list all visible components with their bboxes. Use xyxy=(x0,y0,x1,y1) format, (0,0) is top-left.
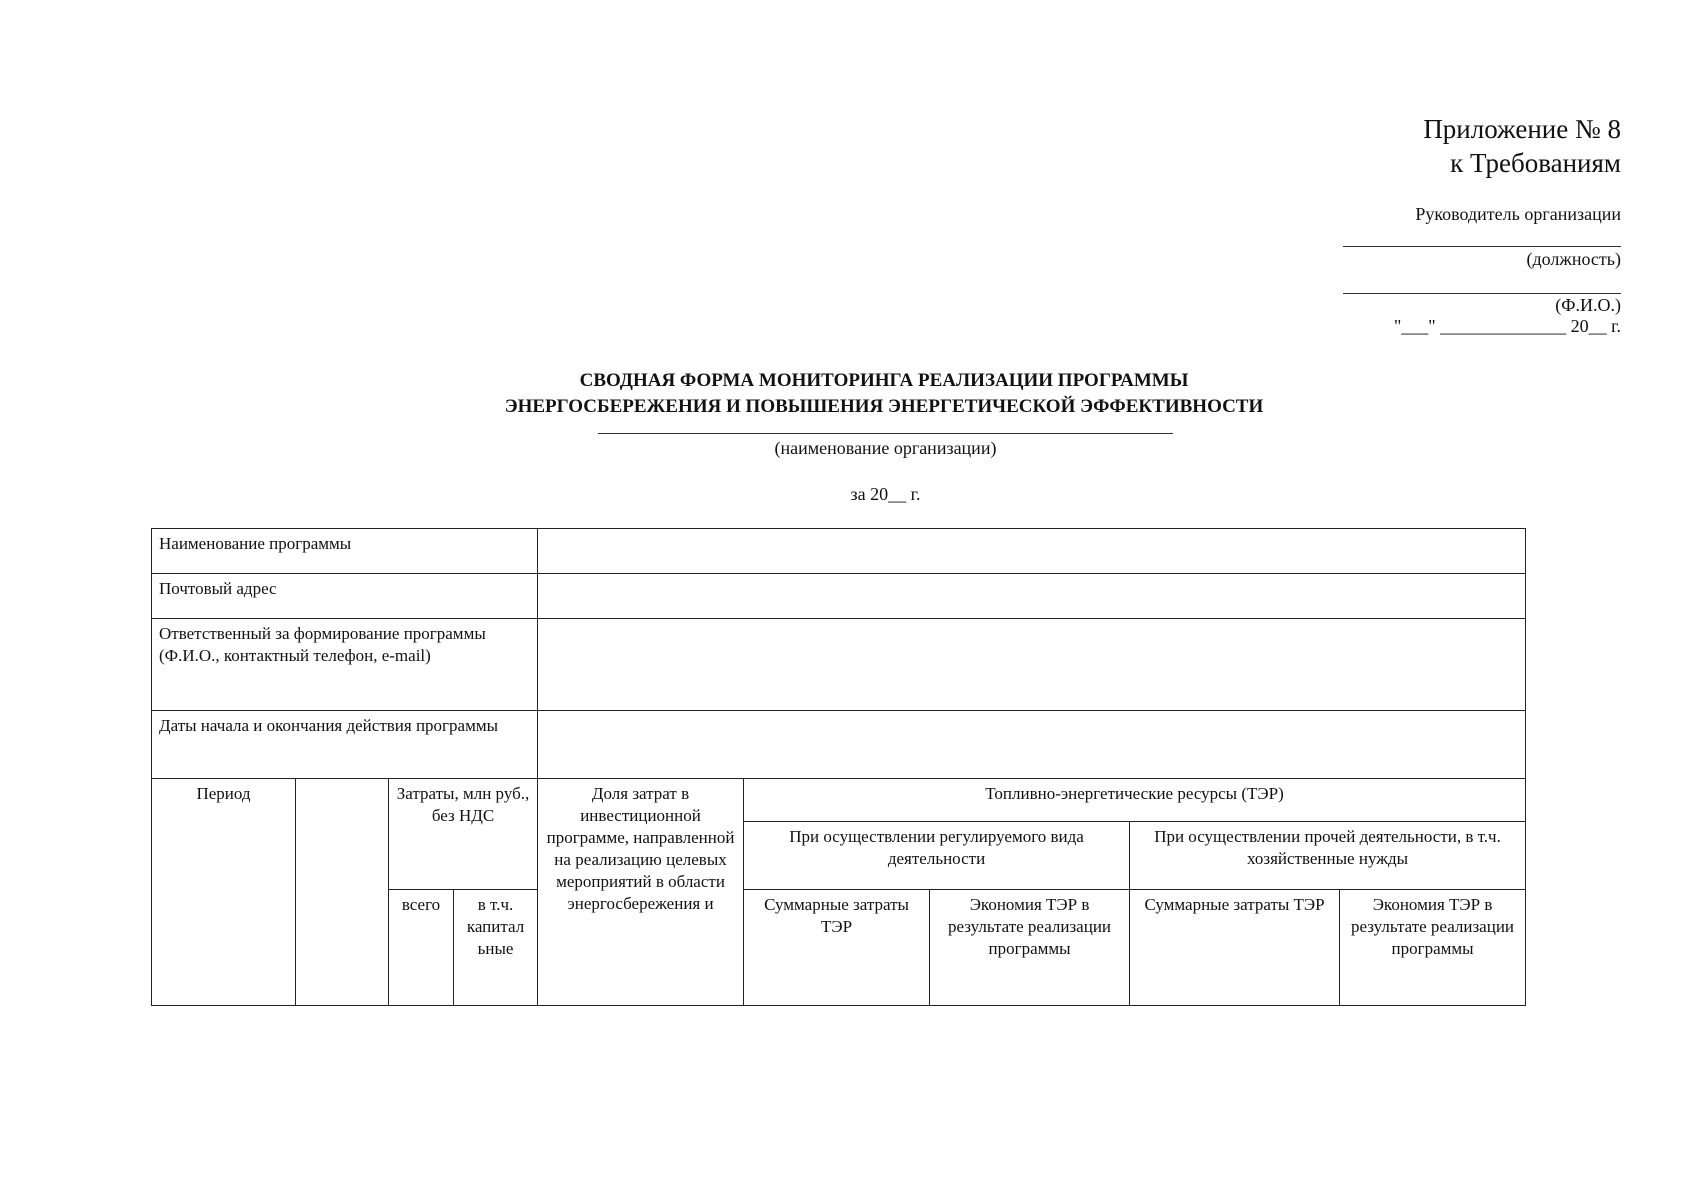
info-row-program-name xyxy=(152,529,1526,574)
info-value-field[interactable] xyxy=(538,529,1526,574)
approval-date: "___" ______________ 20__ г. xyxy=(1393,316,1621,336)
info-label: Даты начала и окончания действия программы xyxy=(152,711,538,778)
costs-header: Затраты, млн руб., без НДС xyxy=(389,778,538,889)
appendix-heading xyxy=(1423,112,1621,180)
form-title-line-1: СВОДНАЯ ФОРМА МОНИТОРИНГА РЕАЛИЗАЦИИ ПРОГРАММЫ xyxy=(579,370,1189,391)
info-label: Ответственный за формирование программы (Ф.И.О., контактный телефон, e-mail) xyxy=(152,619,538,711)
period-header: Период xyxy=(152,778,296,1005)
organization-name-caption: (наименование организации) xyxy=(774,438,997,458)
costs-total-header: всего xyxy=(389,889,454,1005)
head-of-organization-label: Руководитель организации xyxy=(1415,204,1621,224)
info-value-field[interactable] xyxy=(538,619,1526,711)
regulated-activity-header: При осуществлении регулируемого вида деятельности xyxy=(744,821,1130,889)
other-activity-header: При осуществлении прочей деятельности, в т.ч. хозяйственные нужды xyxy=(1130,821,1526,889)
name-line xyxy=(1343,293,1621,294)
other-ter-savings-header: Экономия ТЭР в результате реализации программы xyxy=(1340,889,1526,1005)
regulated-ter-savings-header: Экономия ТЭР в результате реализации программы xyxy=(930,889,1130,1005)
info-value-field[interactable] xyxy=(538,574,1526,619)
info-row-responsible xyxy=(152,619,1526,711)
form-title xyxy=(0,368,1697,420)
appendix-reference: к Требованиям xyxy=(1450,148,1621,178)
report-year: за 20__ г. xyxy=(850,484,921,504)
costs-capital-header: в т.ч. капитал ьные xyxy=(454,889,538,1005)
position-caption: (должность) xyxy=(1526,249,1621,269)
position-line xyxy=(1343,246,1621,247)
info-value-field[interactable] xyxy=(538,711,1526,778)
blank-header xyxy=(296,778,389,1005)
info-row-dates xyxy=(152,711,1526,778)
name-caption: (Ф.И.О.) xyxy=(1555,295,1621,315)
ter-header: Топливно-энергетические ресурсы (ТЭР) xyxy=(744,778,1526,821)
info-label: Наименование программы xyxy=(152,529,538,574)
form-title-line-2: ЭНЕРГОСБЕРЕЖЕНИЯ И ПОВЫШЕНИЯ ЭНЕРГЕТИЧЕСКОЙ ЭФФЕКТИВНОСТИ xyxy=(504,396,1264,417)
regulated-total-ter-header: Суммарные затраты ТЭР xyxy=(744,889,930,1005)
appendix-number: Приложение № 8 xyxy=(1423,114,1621,144)
investment-share-header: Доля затрат в инвестиционной программе, направленной на реализацию целевых мероприятий в области энергосбережения и xyxy=(538,778,744,1005)
info-label: Почтовый адрес xyxy=(152,574,538,619)
organization-name-line xyxy=(598,433,1173,434)
header-row-1 xyxy=(152,778,1526,821)
info-row-postal-address xyxy=(152,574,1526,619)
other-total-ter-header: Суммарные затраты ТЭР xyxy=(1130,889,1340,1005)
monitoring-form-table xyxy=(151,528,1526,1006)
